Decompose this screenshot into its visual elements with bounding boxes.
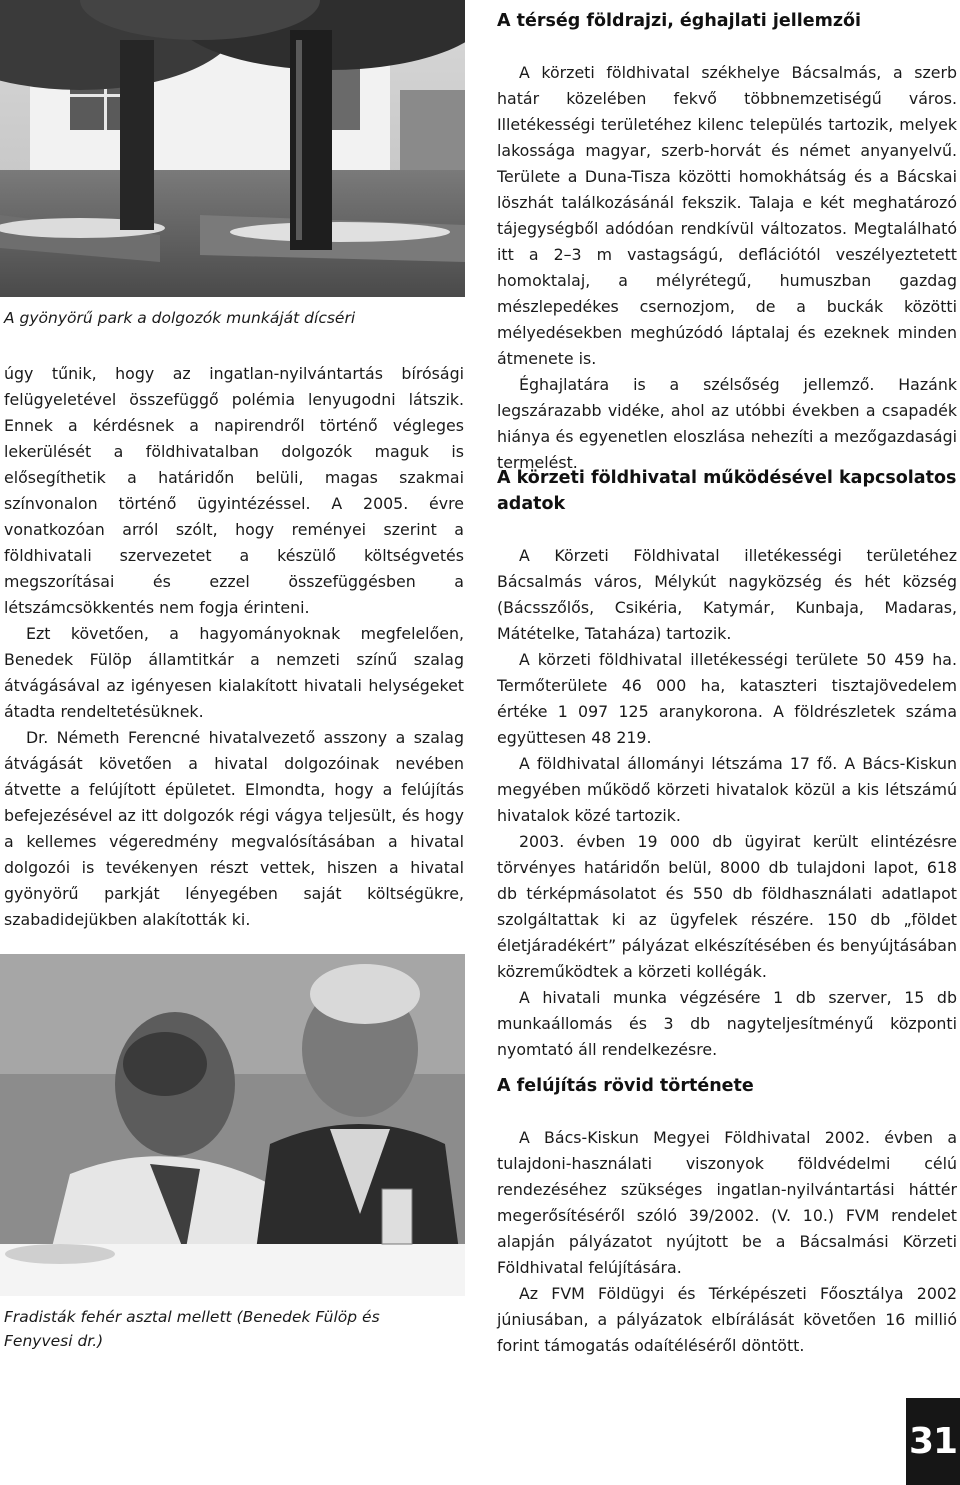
left-paragraph-3: Dr. Németh Ferencné hivatalvezető asszony a szalag átvágását követően a hivatal dolgozóinak nevében átvette a felújított épületet. Elmondta, hogy a felújítás befejezésével az itt dolgozók régi vágya teljesült, és hogy a kellemes végeredmény megvalósításában a hivatal dolgozói is tevékenyen részt vettek, hiszen a hivatal gyönyörű parkját lényegében saját költségükre, szabadidejükben alakították ki. (4, 728, 464, 929)
right-s2-paragraph-1: A Körzeti Földhivatal illetékességi területéhez Bácsalmás város, Mélykút nagyközség és hét község (Bácsszőlős, Csikéria, Katymár, Kunbaja, Madaras, Mátételke, Tataháza) tartozik. (497, 546, 957, 643)
right-s3-paragraph-1: A Bács-Kiskun Megyei Földhivatal 2002. évben a tulajdoni-használati viszonyok földvédelmi célú rendezéséhez szükséges ingatlan-nyilvántartási háttér megerősítéséről szóló 39/2002. (V. 10.) FVM rendelet alapján pályázatot nyújtott be a Bácsalmási Körzeti Földhivatal felújítására. (497, 1128, 957, 1277)
park-photo (0, 0, 465, 297)
left-paragraph-2: Ezt követően, a hagyományoknak megfelelően, Benedek Fülöp államtitkár a nemzeti színű szalag átvágásával az igényesen kialakított hivatali helységeket átadta rendeltetésüknek. (4, 624, 464, 721)
right-s2-paragraph-3: A földhivatal állományi létszáma 17 fő. A Bács-Kiskun megyében működő körzeti hivatalok közül a kis létszámú hivatalok közé tartozik. (497, 754, 957, 825)
table-photo-caption: Fradisták fehér asztal mellett (Benedek Fülöp és Fenyvesi dr.) (4, 1308, 380, 1350)
table-photo (0, 954, 465, 1296)
section3-title: A felújítás rövid története (497, 1076, 754, 1096)
right-s3-paragraph-2: Az FVM Földügyi és Térképészeti Főosztálya 2002 júniusában, a pályázatok elbírálását követően 16 millió forint támogatás odaítéléséről döntött. (497, 1284, 957, 1355)
header-title: A térség földrajzi, éghajlati jellemzői (497, 11, 862, 31)
right-s1-paragraph-1: A körzeti földhivatal székhelye Bácsalmás, a szerb határ közelében fekvő többnemzetiségű város. Illetékességi területéhez kilenc település tartozik, melyek lakossága magyar, szerb-horvát és német anyanyelvű. Területe a Duna-Tisza közötti homokhátság és a Bácskai löszhát találkozásánál fekszik. Talaja e két meghatározó tájegységből adódóan rendkívül változatos. Megtalálható itt a 2–3 m vastagságú, deflációtól veszélyeztetett homoktalaj, a mélyrétegű, humuszban gazdag mészlepedékes csernozjom, de a buckák közötti mélyedésekben meghúzódó láptalaj és ezeknek minden átmenete is. (497, 63, 957, 368)
right-s1-paragraph-2: Éghajlatára is a szélsőség jellemző. Hazánk legszárazabb vidéke, ahol az utóbbi években a csapadék hiánya és egyenetlen eloszlása nehezíti a mezőgazdasági termelést. (497, 375, 957, 472)
park-photo-illustration (0, 0, 465, 297)
right-s2-paragraph-2: A körzeti földhivatal illetékességi területe 50 459 ha. Termőterülete 46 000 ha, kataszteri tisztajövedelem értéke 1 097 125 aranykorona. A földrészletek száma együttesen 48 219. (497, 650, 957, 747)
right-section-1 (497, 60, 957, 476)
page-number: 31 (906, 1398, 960, 1485)
right-section-2 (497, 543, 957, 1063)
right-section-3 (497, 1125, 957, 1359)
right-s2-paragraph-5: A hivatali munka végzésére 1 db szerver, 15 db munkaállomás és 3 db nagyteljesítményű központi nyomtató áll rendelkezésre. (497, 988, 957, 1059)
left-paragraph-1: úgy tűnik, hogy az ingatlan-nyilvántartás bírósági felügyeletével összefüggő polémia lenyugodni látszik. Ennek a kérdésnek a napirendről történő végleges lekerülését a földhivatalban dolgozók maguk is elősegíthetik a határidőn belüli, magas szakmai színvonalon történő ügyintézéssel. A 2005. évre vonatkozóan arról szólt, hogy reményei szerint a földhivatali szervezetet a készülő költségvetés megszorításai és ezzel összefüggésben a létszámcsökkentés nem fogja érinteni. (4, 364, 464, 617)
right-s2-paragraph-4: 2003. évben 19 000 db ügyirat került elintézésre törvényes határidőn belül, 8000 db tulajdoni lapot, 618 db térképmásolatot és 550 db földhasználati adatlapot szolgáltattak ki az ügyfelek részére. 150 db „földet életjáradékért” pályázat elkészítésében és benyújtásában közreműködtek a körzeti kollégák. (497, 832, 957, 981)
park-photo-caption: A gyönyörű park a dolgozók munkáját dícséri (4, 309, 356, 327)
left-column (4, 361, 464, 933)
section2-title: A körzeti földhivatal működésével kapcsolatos adatok (497, 468, 957, 514)
table-photo-illustration (0, 954, 465, 1296)
